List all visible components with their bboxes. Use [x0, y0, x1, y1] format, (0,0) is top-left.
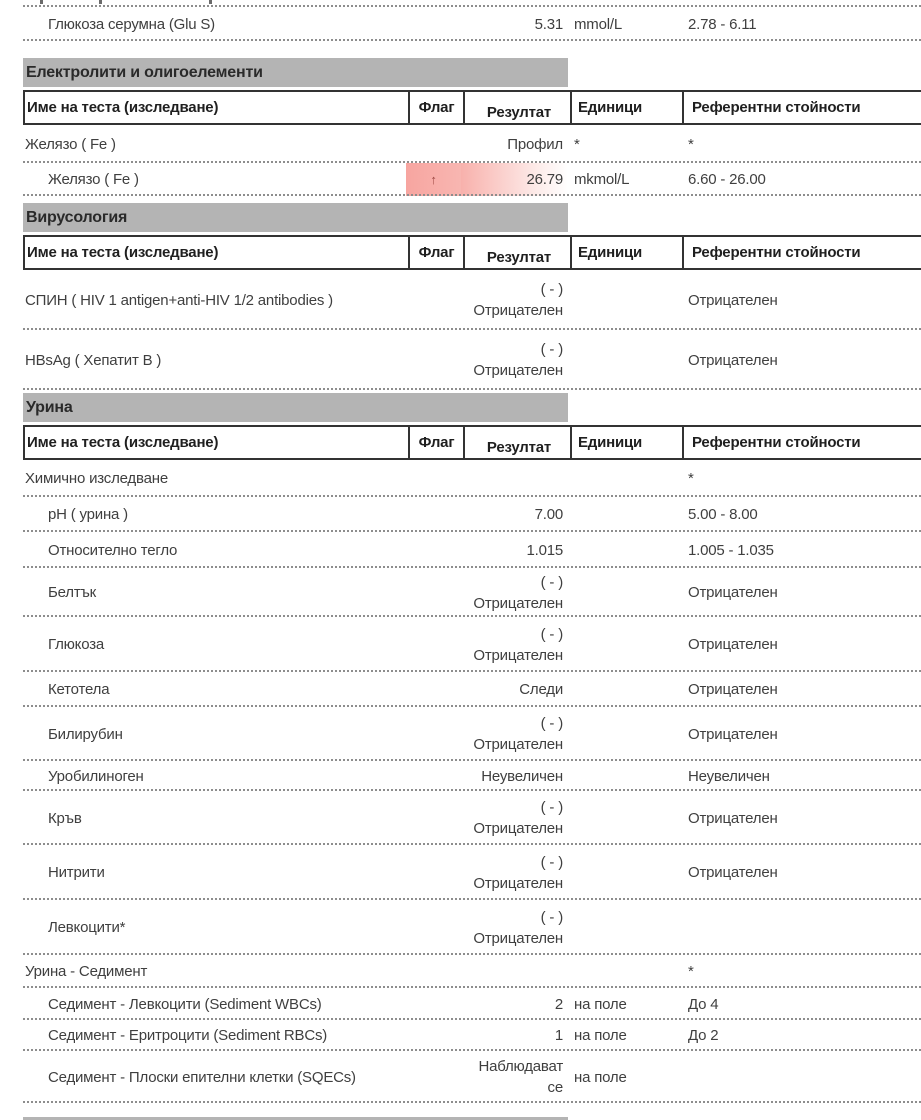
flag-cell	[406, 125, 461, 163]
result-line1: ( - )	[540, 853, 563, 871]
result-cell	[461, 845, 568, 900]
reference-cell: Отрицателен	[688, 809, 778, 827]
test-name: Седимент - Плоски епителни клетки (SQECs)	[48, 1068, 356, 1086]
clipped-text-remnant	[40, 0, 43, 4]
column-header-units: Единици	[570, 237, 682, 268]
result-cell	[461, 568, 568, 617]
table-row	[23, 1020, 921, 1051]
flag-cell	[406, 988, 461, 1020]
flag-cell	[406, 617, 461, 672]
section-title: Вирусология	[26, 208, 128, 226]
test-name: Нитрити	[48, 864, 105, 881]
result-cell: 5.31	[534, 15, 563, 33]
test-name: Глюкоза серумна (Glu S)	[48, 15, 215, 33]
result-cell	[461, 707, 568, 761]
column-header-result: Резултат	[463, 92, 570, 123]
reference-cell: Отрицателен	[688, 584, 778, 601]
flag-cell	[406, 1051, 461, 1103]
table-row	[23, 845, 921, 900]
flag-cell	[406, 761, 461, 791]
test-name: Желязо ( Fe )	[48, 171, 139, 188]
units-cell: *	[574, 135, 580, 153]
result-cell	[461, 330, 568, 390]
clipped-text-remnant	[209, 0, 212, 4]
result-line2: Отрицателен	[473, 929, 563, 947]
table-row	[23, 1051, 921, 1103]
result-cell	[461, 791, 568, 845]
up-arrow-icon: ↑	[430, 172, 437, 187]
reference-cell: Отрицателен	[688, 636, 778, 653]
flag-cell	[406, 460, 461, 497]
results-table	[23, 7, 921, 1103]
column-header-flag: Флаг	[408, 237, 463, 268]
reference-cell: Отрицателен	[688, 864, 778, 881]
table-row	[23, 617, 921, 672]
result-line1: ( - )	[540, 625, 563, 643]
section-header-bar	[23, 203, 568, 232]
result-cell: 1.015	[526, 541, 563, 559]
test-name: СПИН ( HIV 1 antigen+anti-HIV 1/2 antibodies )	[25, 291, 333, 309]
table-row	[23, 568, 921, 617]
reference-cell: *	[688, 135, 694, 153]
table-row	[23, 270, 921, 330]
column-header-flag: Флаг	[408, 92, 463, 123]
reference-cell: Отрицателен	[688, 725, 778, 743]
test-name: Желязо ( Fe )	[25, 135, 116, 153]
result-cell: Неувеличен	[481, 767, 563, 785]
reference-cell: 5.00 - 8.00	[688, 506, 758, 523]
result-cell: 7.00	[534, 506, 563, 523]
units-cell: на поле	[574, 1027, 627, 1044]
result-cell	[461, 270, 568, 330]
column-header-result: Резултат	[463, 427, 570, 458]
column-header-name: Име на теста (изследване)	[27, 99, 219, 116]
table-row	[23, 955, 921, 988]
table-row	[23, 125, 921, 163]
test-name: Билирубин	[48, 725, 123, 743]
reference-cell: 6.60 - 26.00	[688, 171, 766, 188]
table-row	[23, 497, 921, 532]
section-electrolytes	[23, 58, 921, 196]
flag-cell	[406, 163, 461, 196]
result-line2: Отрицателен	[473, 736, 563, 753]
test-name: pH ( урина )	[48, 506, 128, 523]
test-name: HBsAg ( Хепатит B )	[25, 351, 162, 369]
result-line2: Отрицателен	[473, 874, 563, 892]
section-virology	[23, 203, 921, 390]
flag-cell	[406, 330, 461, 390]
result-line1: ( - )	[540, 573, 563, 591]
table-row	[23, 707, 921, 761]
test-name: Химично изследване	[25, 470, 168, 487]
column-header-reference: Референтни стойности	[682, 427, 921, 458]
reference-cell: *	[688, 470, 694, 487]
result-line2: Отрицателен	[473, 362, 563, 379]
column-header-flag: Флаг	[408, 427, 463, 458]
result-line1: ( - )	[540, 281, 563, 298]
table-row	[23, 900, 921, 955]
result-cell	[461, 955, 568, 988]
flag-cell	[406, 845, 461, 900]
result-cell	[461, 900, 568, 955]
table-row	[23, 7, 921, 41]
table-row	[23, 988, 921, 1020]
test-name: Седимент - Левкоцити (Sediment WBCs)	[48, 995, 322, 1013]
result-line2: Отрицателен	[473, 646, 563, 664]
column-header-name: Име на теста (изследване)	[27, 244, 219, 261]
reference-cell: *	[688, 963, 694, 980]
clipped-text-remnant	[99, 0, 102, 4]
result-cell: 26.79	[461, 163, 568, 196]
test-name: Глюкоза	[48, 636, 105, 653]
result-line1: ( - )	[540, 341, 563, 358]
table-row-flagged-high	[23, 163, 921, 196]
section-header-bar	[23, 58, 568, 87]
result-cell: Профил	[507, 135, 563, 153]
test-name: Кръв	[48, 809, 82, 827]
test-name: Седимент - Еритроцити (Sediment RBCs)	[48, 1027, 328, 1044]
test-name: Урина - Седимент	[25, 963, 148, 980]
table-row	[23, 330, 921, 390]
flag-cell	[406, 707, 461, 761]
column-header-result: Резултат	[463, 237, 570, 268]
flag-cell	[406, 532, 461, 568]
section-header-bar	[23, 393, 568, 422]
reference-cell: Неувеличен	[688, 767, 770, 785]
reference-cell: Отрицателен	[688, 291, 778, 309]
flag-cell	[406, 900, 461, 955]
test-name: Относително тегло	[48, 541, 178, 559]
reference-cell: Отрицателен	[688, 681, 778, 698]
result-line2: Отрицателен	[473, 594, 563, 612]
result-cell	[461, 460, 568, 497]
column-header-units: Единици	[570, 427, 682, 458]
result-cell: Следи	[519, 681, 563, 698]
flag-cell	[406, 568, 461, 617]
section-title: Урина	[26, 398, 73, 416]
table-header-row	[23, 235, 921, 270]
column-header-reference: Референтни стойности	[682, 237, 921, 268]
flag-cell	[406, 672, 461, 707]
test-name: Левкоцити*	[48, 919, 126, 936]
table-header-row	[23, 90, 921, 125]
result-line1: ( - )	[540, 715, 563, 732]
reference-cell: 1.005 - 1.035	[688, 541, 774, 559]
column-header-reference: Референтни стойности	[682, 92, 921, 123]
flag-cell	[406, 955, 461, 988]
table-header-row	[23, 425, 921, 460]
units-cell: mkmol/L	[574, 171, 630, 188]
result-cell	[461, 617, 568, 672]
table-row	[23, 791, 921, 845]
flag-cell	[406, 7, 461, 41]
test-name: Белтък	[48, 584, 97, 601]
flag-cell	[406, 1020, 461, 1051]
test-name: Кетотела	[48, 681, 110, 698]
units-cell: на поле	[574, 1068, 627, 1086]
units-cell: mmol/L	[574, 15, 622, 33]
flag-cell	[406, 270, 461, 330]
test-name: Уробилиноген	[48, 767, 144, 785]
table-row	[23, 460, 921, 497]
units-cell: на поле	[574, 995, 627, 1013]
result-cell: Наблюдават се	[478, 1058, 563, 1096]
section-urine	[23, 393, 921, 1103]
reference-cell: Отрицателен	[688, 351, 778, 369]
result-line2: Отрицателен	[473, 302, 563, 319]
table-row	[23, 532, 921, 568]
section-title: Електролити и олигоелементи	[26, 63, 263, 81]
reference-cell: До 2	[688, 1027, 719, 1044]
column-header-units: Единици	[570, 92, 682, 123]
clipped-row-remnant	[23, 0, 921, 7]
result-cell: 2	[554, 995, 563, 1013]
flag-cell	[406, 497, 461, 532]
result-line2: Отрицателен	[473, 820, 563, 837]
table-row	[23, 672, 921, 707]
result-line1: ( - )	[540, 799, 563, 816]
result-line1: ( - )	[540, 908, 563, 926]
result-cell: 1	[554, 1027, 563, 1044]
column-header-name: Име на теста (изследване)	[27, 434, 219, 451]
reference-cell: 2.78 - 6.11	[688, 15, 757, 33]
table-row	[23, 761, 921, 791]
reference-cell: До 4	[688, 995, 719, 1013]
flag-cell	[406, 791, 461, 845]
